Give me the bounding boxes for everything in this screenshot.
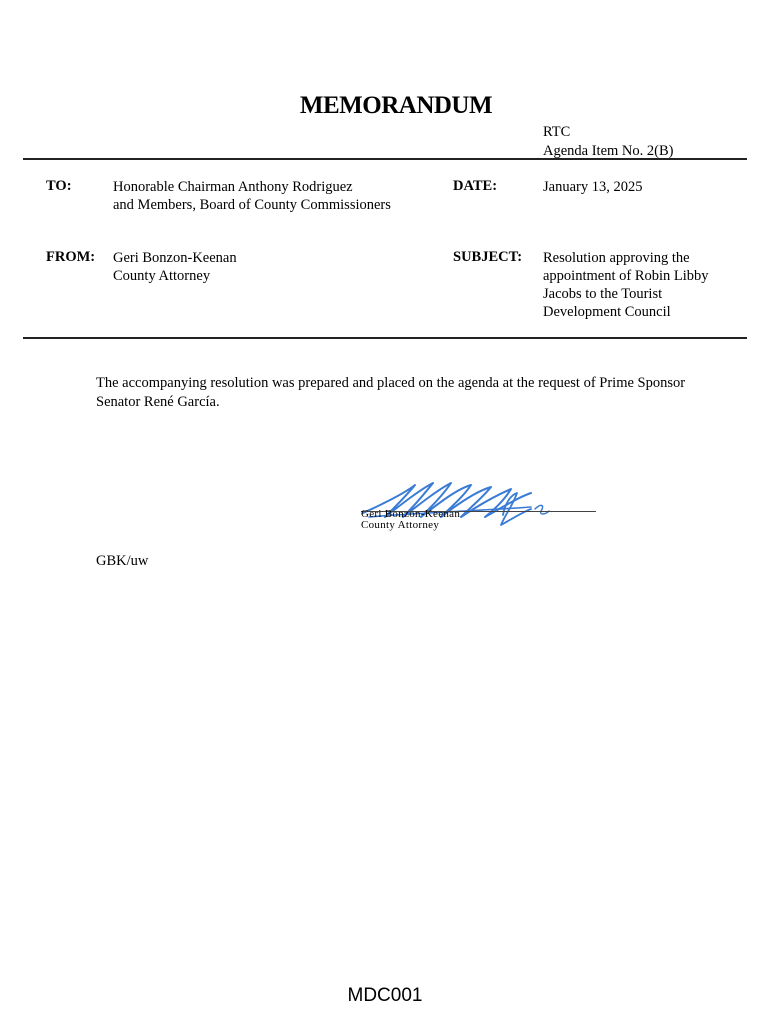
subject-line-2: appointment of Robin Libby	[543, 268, 709, 284]
agenda-reference	[543, 123, 673, 161]
date-value: January 13, 2025	[543, 179, 643, 195]
subject-label: SUBJECT:	[453, 249, 523, 265]
memo-body	[96, 374, 736, 412]
top-divider	[23, 158, 747, 160]
signer-name: Geri Bonzon-Keenan	[361, 508, 461, 520]
agenda-committee: RTC	[543, 124, 571, 140]
body-line-1: The accompanying resolution was prepared and placed on the agenda at the request of Prime Sponsor	[96, 375, 686, 391]
date-label: DATE:	[453, 178, 498, 194]
bottom-divider	[23, 337, 747, 339]
signer-title: County Attorney	[361, 519, 440, 531]
body-line-2: Senator René García.	[96, 394, 220, 410]
from-label: FROM:	[46, 249, 96, 265]
page-footer-code: MDC001	[347, 985, 423, 1006]
signature-block	[361, 509, 460, 531]
subject-line-1: Resolution approving the	[543, 250, 690, 266]
typist-initials: GBK/uw	[96, 553, 149, 569]
to-line-2: and Members, Board of County Commissioners	[113, 197, 391, 213]
subject-line-3: Jacobs to the Tourist	[543, 286, 663, 302]
to-line-1: Honorable Chairman Anthony Rodriguez	[113, 179, 353, 195]
from-line-1: Geri Bonzon-Keenan	[113, 250, 237, 266]
memo-title: MEMORANDUM	[299, 92, 493, 119]
subject-value	[543, 249, 709, 321]
agenda-item-number: Agenda Item No. 2(B)	[543, 143, 674, 159]
to-label: TO:	[46, 178, 72, 194]
from-sender	[113, 249, 237, 285]
from-line-2: County Attorney	[113, 268, 211, 284]
to-recipients	[113, 178, 391, 214]
subject-line-4: Development Council	[543, 304, 671, 320]
